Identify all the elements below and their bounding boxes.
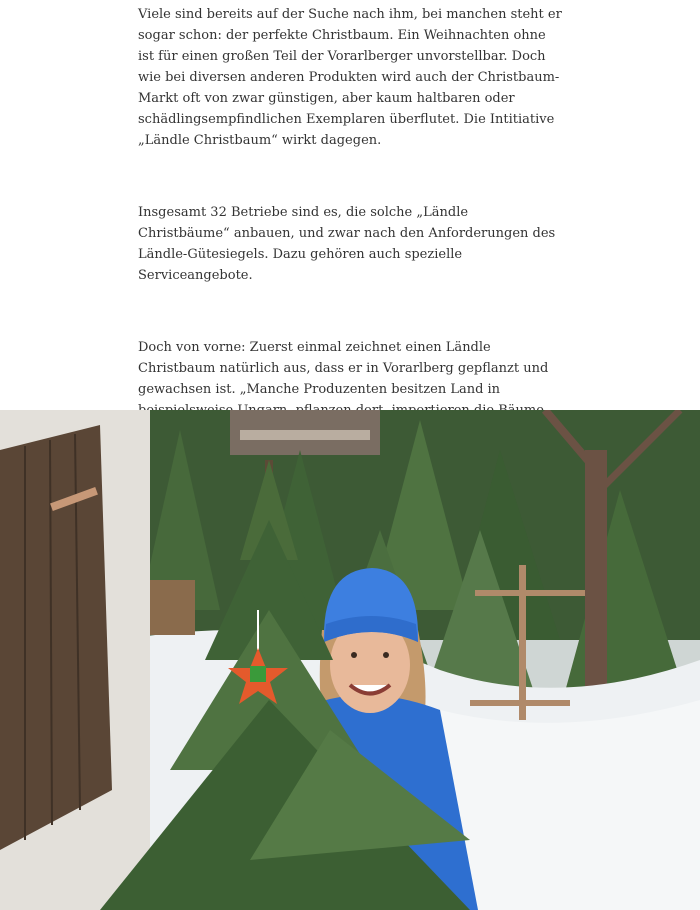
article-paragraph-3: Doch von vorne: Zuerst einmal zeichnet einen Ländle Christbaum natürlich aus, dass er in Vorarlberg gepflanzt und gewachsen ist. „Manche Produzenten besitzen Land in: [138, 340, 549, 397]
photo-scene: [0, 410, 700, 910]
distant-building-balcony: [240, 430, 370, 440]
snow-foreground: [440, 700, 700, 910]
article-paragraph-1: Viele sind bereits auf der Suche nach ihm, bei manchen steht er sogar schon: der perfekte Christbaum. Ein Weihnachten ohne ist für einen großen Teil der Vorarlberger unvorstellbar. Doch wie bei diversen anderen Produkten wird auch der Christbaum-Markt oft von zwar günstigen, aber kaum haltbaren oder schädlingsempfindlichen Exemplaren überflutet. Die Intitiative „Ländle Christbaum“ wirkt dagegen.: [138, 7, 562, 148]
article-paragraph-2: Insgesamt 32 Betriebe sind es, die solche „Ländle Christbäume“ anbauen, und zwar nach den Anforderungen des Ländle-Gütesiegels. Dazu gehören auch spezielle Serviceangebote.: [138, 205, 556, 283]
article-photo: [0, 410, 700, 910]
